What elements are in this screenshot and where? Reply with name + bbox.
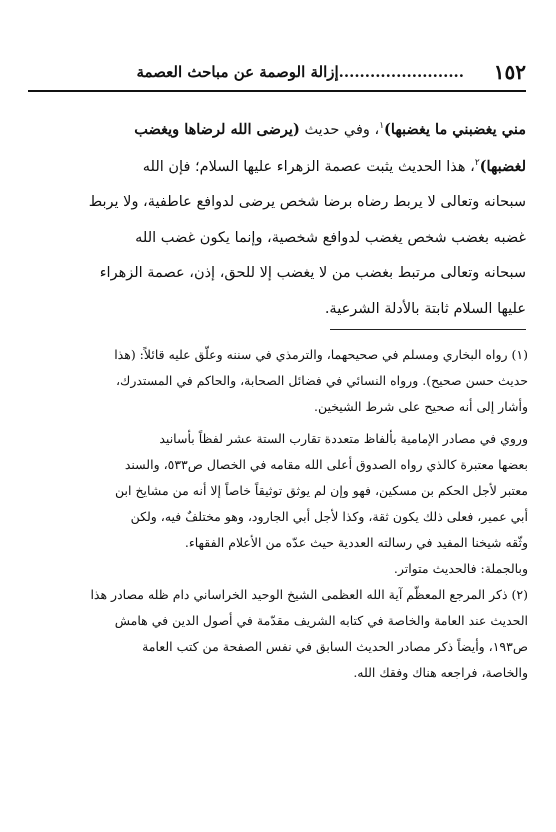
footnote-line: بعضها معتبرة كالذي رواه الصدوق أعلى الله مقامه في الخصال ص٥٣٣، والسند	[124, 457, 528, 472]
running-title-leader: ........................	[338, 63, 464, 81]
footnote-line: (١) رواه البخاري ومسلم في صحيحهما، والترمذي في سننه وعلّق عليه قائلاً: (هذا	[114, 347, 528, 362]
body-text-span: ، هذا الحديث يثبت عصمة الزهراء عليها السلام؛ فإن الله	[142, 158, 475, 175]
footnote-line: الحديث عند العامة والخاصة في كتابه الشريف مقدّمة في أصول الدين في هامش	[114, 613, 528, 628]
hadith-quote: لغضبها)	[479, 157, 526, 175]
footnote-line: ص١٩٣، وأيضاً ذكر مصادر الحديث السابق في نفس الصفحة من كتب العامة	[142, 639, 528, 654]
footnote-line: وروي في مصادر الإمامية بألفاظ متعددة تقارب الستة عشر لفظاً بأسانيد	[159, 431, 528, 446]
page-number: ١٥٢	[493, 60, 526, 84]
footnote-line: حديث حسن صحيح). ورواه النسائي في فضائل الصحابة، والحاكم في المستدرك،	[116, 373, 528, 388]
footnote-line: وبالجملة: فالحديث متواتر.	[393, 561, 528, 576]
body-text-span: ، وفي حديث	[304, 122, 380, 138]
footnote-line: والخاصة، فراجعه هناك وفقك الله.	[353, 665, 528, 680]
footnote-ref: ٢	[474, 157, 480, 168]
footnotes	[28, 342, 528, 686]
running-title	[28, 60, 464, 84]
footnote-line: أبي عمير، فعلى ذلك يكون ثقة، وكذا لأجل أبي الجارود، وهو مختلفٌ فيه، ولكن	[130, 509, 528, 524]
body-line	[30, 112, 526, 149]
body-line: سبحانه وتعالى لا يربط رضاه برضا شخص يرضى لدوافع عاطفية، ولا يربط	[88, 194, 526, 210]
footnote-ref: ١	[379, 121, 385, 132]
header-rule	[28, 90, 526, 92]
hadith-quote: (يرضى الله لرضاها ويغضب	[134, 121, 300, 138]
page-header	[28, 60, 526, 84]
body-line: سبحانه وتعالى مرتبط بغضب من لا يغضب إلا للحق، إذن، عصمة الزهراء	[99, 265, 526, 281]
footnote-line: وثّقه شيخنا المفيد في رسالته العددية حيث عدّه من الأعلام الفقهاء.	[184, 535, 528, 550]
footnote-line: (٢) ذكر المرجع المعظّم آية الله العظمى الشيخ الوحيد الخراساني دام ظله مصادر هذا	[90, 587, 528, 602]
footnote-separator	[330, 329, 526, 330]
footnote-line: وأشار إلى أنه صحيح على شرط الشيخين.	[313, 399, 528, 414]
body-line	[30, 149, 526, 186]
hadith-quote: مني يغضبني ما يغضبها)	[384, 121, 526, 138]
main-text	[30, 112, 526, 327]
footnote-line: معتبر لأجل الحكم بن مسكين، فهو وإن لم يوثق توثيقاً خاصاً إلا أنه من مشايخ ابن	[115, 483, 528, 498]
running-title-text: إزالة الوصمة عن مباحث العصمة	[136, 63, 339, 81]
body-line: غضبه بغضب شخص يغضب لدوافع شخصية، وإنما يكون غضب الله	[135, 229, 526, 246]
body-line: عليها السلام ثابتة بالأدلة الشرعية.	[324, 300, 526, 317]
